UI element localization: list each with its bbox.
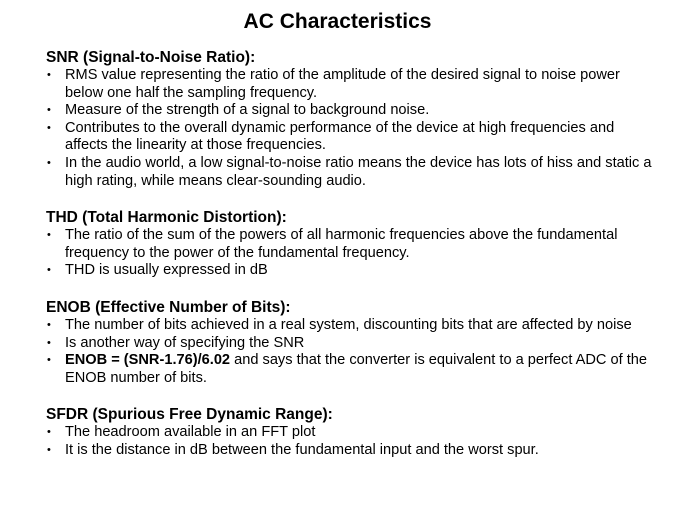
- section-enob: [46, 298, 656, 387]
- bullet-icon: •: [47, 426, 51, 439]
- list-item: [46, 155, 656, 190]
- list-item: [46, 442, 656, 460]
- list-item: [46, 120, 656, 155]
- bullet-text: The headroom available in an FFT plot: [65, 424, 316, 441]
- list-item: [46, 227, 656, 262]
- bullet-text: The number of bits achieved in a real system, discounting bits that are affected by noise: [65, 316, 632, 333]
- bullet-icon: •: [47, 336, 51, 349]
- bullet-icon: •: [47, 264, 51, 277]
- bullet-text: Is another way of specifying the SNR: [65, 334, 305, 351]
- list-item: [46, 67, 656, 102]
- list-item: [46, 352, 656, 387]
- section-heading: ENOB (Effective Number of Bits):: [46, 298, 291, 316]
- bullet-text: The ratio of the sum of the powers of all harmonic frequencies above the fundamental frequency to the power of the fundamental frequency.: [65, 227, 618, 261]
- bullet-text: Measure of the strength of a signal to background noise.: [65, 102, 430, 119]
- list-item: [46, 102, 656, 120]
- bullet-icon: •: [47, 104, 51, 117]
- list-item: [46, 262, 656, 280]
- bullet-icon: •: [47, 229, 51, 242]
- bullet-icon: •: [47, 121, 51, 134]
- bullet-icon: •: [47, 443, 51, 456]
- bullet-icon: •: [47, 69, 51, 81]
- section-heading: SFDR (Spurious Free Dynamic Range):: [46, 406, 333, 424]
- list-item: [46, 317, 656, 335]
- bullet-icon: •: [47, 318, 51, 331]
- section-heading: SNR (Signal-to-Noise Ratio):: [46, 49, 256, 66]
- bullet-text: RMS value representing the ratio of the amplitude of the desired signal to noise power below one half the sampling frequency.: [65, 67, 620, 101]
- bullet-list: [46, 67, 656, 190]
- section-heading: THD (Total Harmonic Distortion):: [46, 209, 287, 227]
- section-sfdr: [46, 405, 656, 459]
- slide-title: AC Characteristics: [243, 10, 432, 33]
- bullet-text: and says that the converter is equivalent to a perfect ADC of the ENOB number of bits.: [65, 352, 648, 386]
- bullet-text: It is the distance in dB between the fundamental input and the worst spur.: [65, 441, 539, 458]
- enob-formula: ENOB = (SNR-1.76)/6.02: [65, 352, 231, 369]
- slide-content: [46, 48, 656, 478]
- bullet-list: [46, 227, 656, 280]
- bullet-text: Contributes to the overall dynamic performance of the device at high frequencies and affects the linearity at those frequencies.: [65, 119, 615, 154]
- section-snr: [46, 48, 656, 190]
- section-thd: [46, 208, 656, 280]
- list-item: [46, 424, 656, 442]
- bullet-icon: •: [47, 354, 51, 367]
- bullet-icon: •: [47, 156, 51, 169]
- list-item: [46, 335, 656, 353]
- bullet-text: THD is usually expressed in dB: [65, 262, 268, 279]
- bullet-text: In the audio world, a low signal-to-noise ratio means the device has lots of hiss and static a high rating, while means clear-sounding audio.: [65, 154, 652, 189]
- bullet-list: [46, 317, 656, 387]
- bullet-list: [46, 424, 656, 459]
